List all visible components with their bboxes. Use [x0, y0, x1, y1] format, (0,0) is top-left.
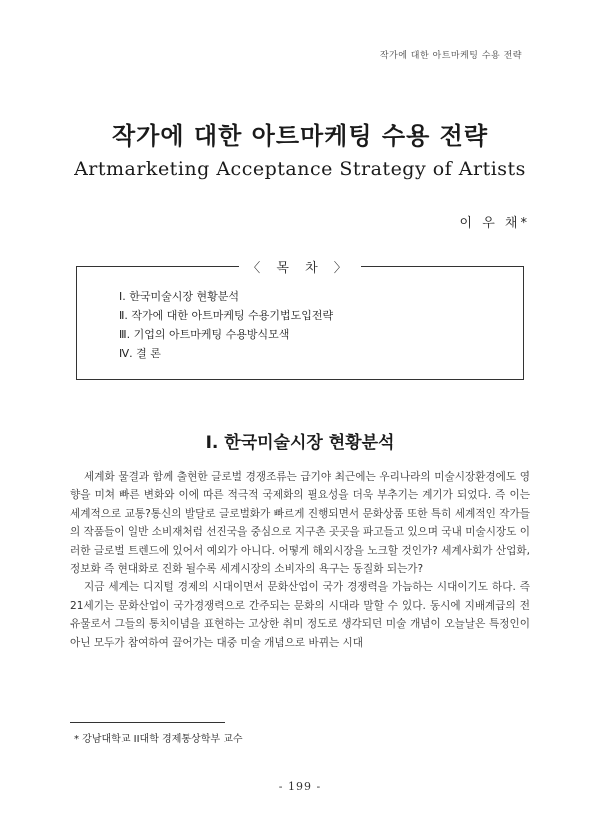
toc-item: Ⅰ. 한국미술시장 현황분석: [119, 290, 239, 303]
toc-item: Ⅲ. 기업의 아트마케팅 수용방식모색: [119, 328, 290, 341]
toc-heading-wrap: [77, 257, 523, 276]
author-name: 이 우 채*: [459, 216, 530, 231]
table-of-contents: [76, 261, 524, 380]
footnote-rule: [70, 722, 225, 723]
paragraph: 지금 세계는 디지털 경제의 시대이면서 문화산업이 국가 경쟁력을 가늠하는 시대이기도 하다. 즉 21세기는 문화산업이 국가경쟁력으로 간주되는 문화의 시대라 말할 수 있다. 동시에 지배계급의 전유물로서 그들의 통치이념을 표현하는 고상한 취미 정도로 생각되던 미술 개념이 오늘날은 특정인이 아닌 모두가 참여하여 끌어가는 대중 미술 개념으로 바뀌는 시대: [70, 581, 530, 649]
paragraph: 세계화 물결과 함께 출현한 글로벌 경쟁조류는 급기야 최근에는 우리나라의 미술시장환경에도 영향을 미쳐 빠른 변화와 이에 따른 적극적 국제화의 필요성을 더욱 부추기는 계기가 되었다. 즉 이는 세계적으로 교통?통신의 발달로 글로벌화가 빠르게 진행되면서 문화상품 또한 특히 세계적인 작가들의 작품들이 일반 소비재처럼 선진국을 중심으로 지구촌 곳곳을 파고들고 있으며 국내 미술시장도 이러한 글로벌 트렌드에 있어서 예외가 아니다. 어떻게 해외시장을 노크할 것인가? 세계사회가 산업화, 정보화 즉 현대화로 진화 될수록 세계시장의 소비자의 욕구는 동질화 되는가?: [70, 471, 530, 576]
toc-list: [119, 287, 333, 363]
toc-heading: 〈 목 차 〉: [239, 261, 361, 276]
title-korean: 작가에 대한 아트마케팅 수용 전략: [112, 122, 488, 150]
running-head: 작가에 대한 아트마케팅 수용 전략: [379, 51, 522, 61]
toc-item: Ⅱ. 작가에 대한 아트마케팅 수용기법도입전략: [119, 309, 334, 322]
page-number: - 199 -: [278, 780, 322, 793]
title-english: Artmarketing Acceptance Strategy of Artists: [74, 158, 526, 180]
toc-heading-text: 목 차: [276, 261, 324, 276]
section-title: Ⅰ. 한국미술시장 현황분석: [205, 433, 395, 453]
footnote: * 강남대학교 II대학 경제통상학부 교수: [74, 734, 243, 745]
toc-item: Ⅳ. 결 론: [119, 347, 161, 360]
body-text: [70, 468, 530, 652]
